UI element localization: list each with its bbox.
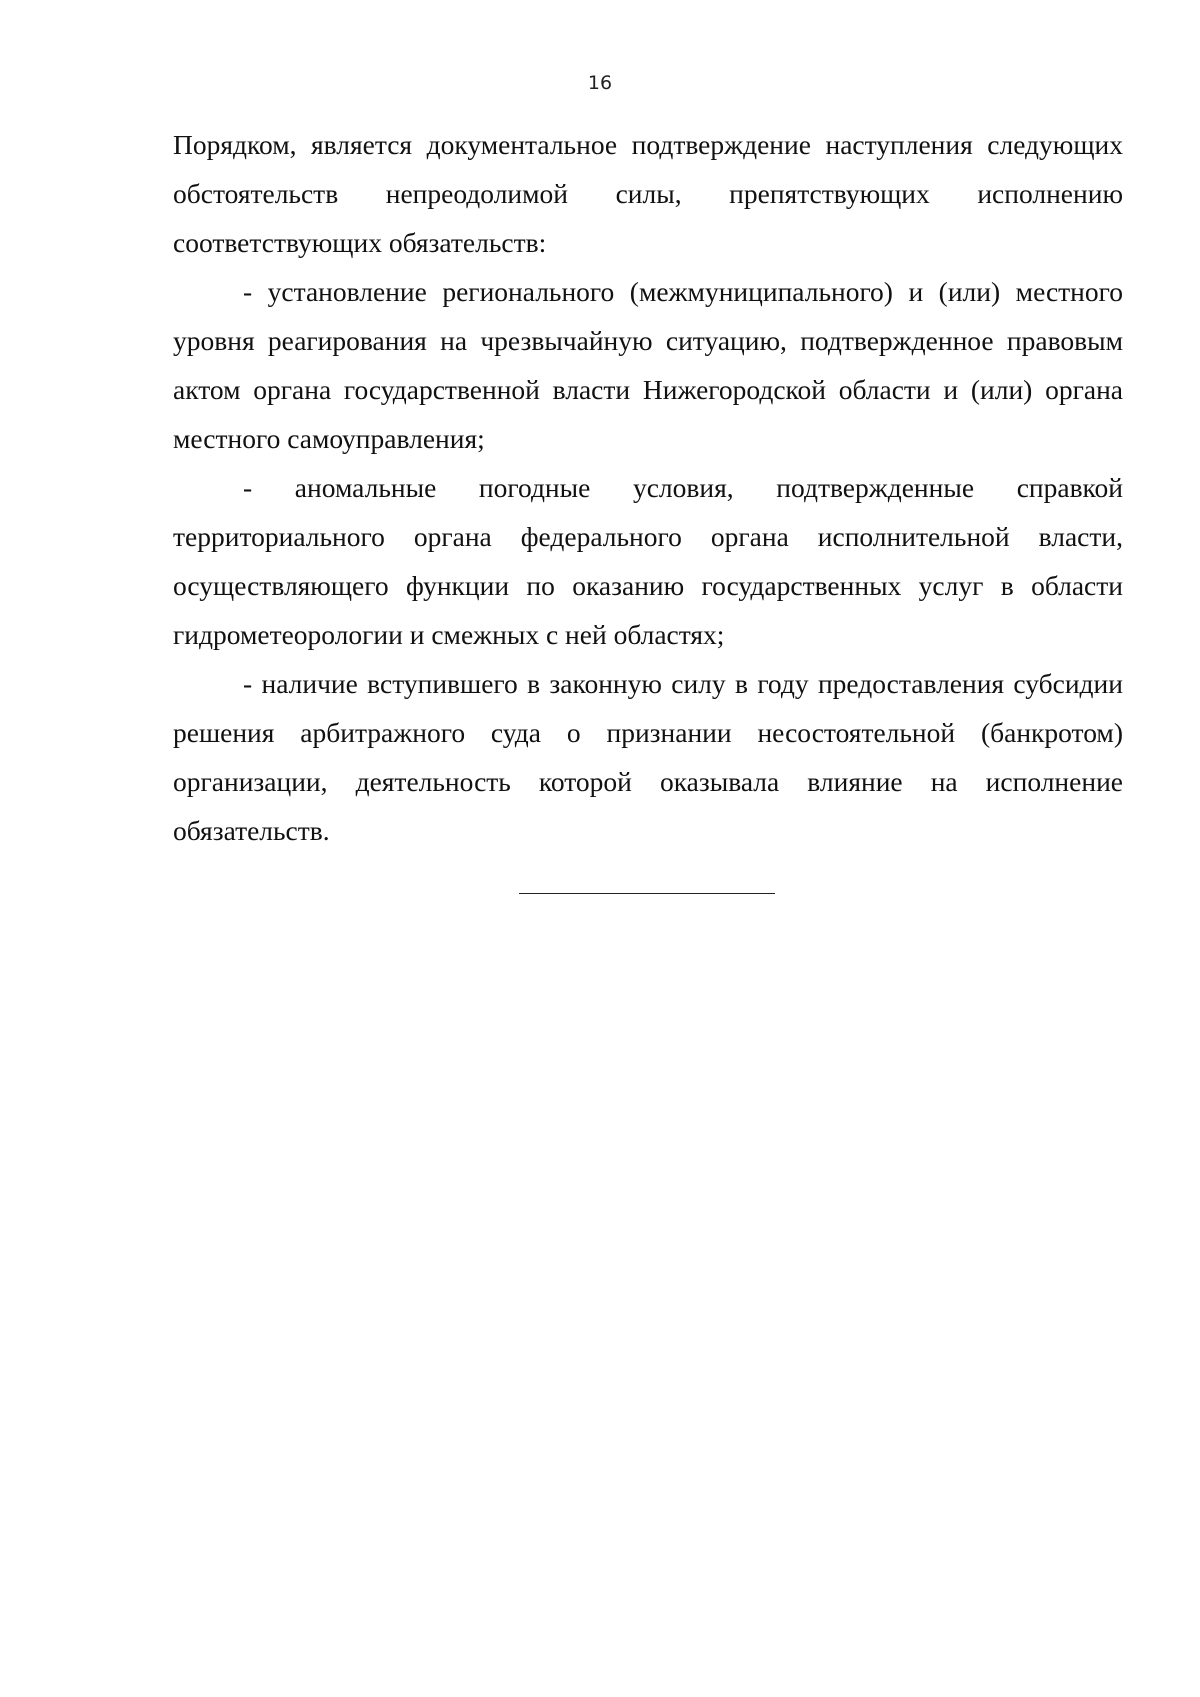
paragraph-intro: Порядком, является документальное подтверждение наступления следующих обстоятельств непреодолимой силы, препятствующих исполнению соответствующих обязательств: <box>173 129 1123 258</box>
paragraph-emergency-response: - установление регионального (межмуниципального) и (или) местного уровня реагирования на чрезвычайную ситуацию, подтвержденное правовым актом органа государственной власти Нижегородской области и (или) органа местного самоуправления; <box>173 276 1123 454</box>
document-body <box>173 120 1123 855</box>
page-number: 16 <box>587 72 613 94</box>
end-separator-line <box>519 893 775 894</box>
paragraph-weather-conditions: - аномальные погодные условия, подтвержденные справкой территориального органа федерального органа исполнительной власти, осуществляющего функции по оказанию государственных услуг в области гидрометеорологии и смежных с ней областях; <box>173 472 1123 650</box>
paragraph-bankruptcy-decision: - наличие вступившего в законную силу в году предоставления субсидии решения арбитражного суда о признании несостоятельной (банкротом) организации, деятельность которой оказывала влияние на исполнение обязательств. <box>173 668 1123 846</box>
